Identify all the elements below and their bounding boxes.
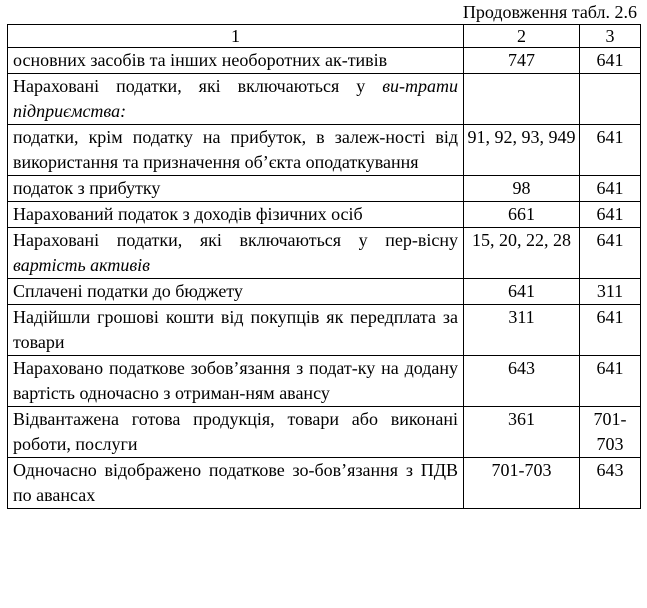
operation-description xyxy=(8,228,464,279)
table-row xyxy=(8,176,641,202)
operation-description xyxy=(8,458,464,509)
debit-account: 661 xyxy=(464,202,580,228)
operation-description xyxy=(8,356,464,407)
debit-account: 15, 20, 22, 28 xyxy=(464,228,580,279)
credit-account: 641 xyxy=(580,305,641,356)
operation-description xyxy=(8,125,464,176)
description-text: Відвантажена готова продукція, товари або виконані роботи, послуги xyxy=(13,409,458,454)
description-text: Сплачені податки до бюджету xyxy=(13,281,243,301)
debit-account: 747 xyxy=(464,48,580,74)
description-text: Надійшли грошові кошти від покупців як передплата за товари xyxy=(13,307,458,352)
description-italic-text: вартість активів xyxy=(13,255,150,275)
description-text: Нараховані податки, які включаються у пер-вісну xyxy=(13,230,458,250)
table-row xyxy=(8,305,641,356)
accounting-table xyxy=(7,24,641,509)
description-text: податки, крім податку на прибуток, в залеж-ності від використання та призначення об’єкта оподаткування xyxy=(13,127,458,172)
debit-account: 701-703 xyxy=(464,458,580,509)
description-italic-text: ви-трати підприємства: xyxy=(13,76,458,121)
description-text: основних засобів та інших необоротних ак-тивів xyxy=(13,50,388,70)
credit-account: 701-703 xyxy=(580,407,641,458)
credit-account: 641 xyxy=(580,48,641,74)
debit-account: 641 xyxy=(464,279,580,305)
table-caption: Продовження табл. 2.6 xyxy=(462,2,637,22)
credit-account: 641 xyxy=(580,176,641,202)
operation-description xyxy=(8,176,464,202)
credit-account: 641 xyxy=(580,202,641,228)
table-row xyxy=(8,279,641,305)
operation-description xyxy=(8,407,464,458)
table-row xyxy=(8,48,641,74)
debit-account: 91, 92, 93, 949 xyxy=(464,125,580,176)
credit-account xyxy=(580,74,641,125)
table-row xyxy=(8,458,641,509)
debit-account: 98 xyxy=(464,176,580,202)
table-row xyxy=(8,407,641,458)
table-row xyxy=(8,356,641,407)
operation-description xyxy=(8,48,464,74)
description-text: Нараховано податкове зобов’язання з подат-ку на додану вартість одночасно з отриман-ням авансу xyxy=(13,358,458,403)
header-col-2: 2 xyxy=(464,25,580,48)
credit-account: 641 xyxy=(580,356,641,407)
description-text: податок з прибутку xyxy=(13,178,161,198)
debit-account xyxy=(464,74,580,125)
table-row xyxy=(8,74,641,125)
credit-account: 311 xyxy=(580,279,641,305)
credit-account: 641 xyxy=(580,125,641,176)
header-col-1: 1 xyxy=(8,25,464,48)
operation-description xyxy=(8,202,464,228)
credit-account: 643 xyxy=(580,458,641,509)
header-col-3: 3 xyxy=(580,25,641,48)
description-text: Одночасно відображено податкове зо-бов’язання з ПДВ по авансах xyxy=(13,460,458,505)
operation-description xyxy=(8,74,464,125)
description-text: Нараховані податки, які включаються у xyxy=(13,76,383,96)
table-row xyxy=(8,125,641,176)
header-row xyxy=(8,25,641,48)
table-body xyxy=(8,48,641,509)
debit-account: 643 xyxy=(464,356,580,407)
operation-description xyxy=(8,305,464,356)
debit-account: 361 xyxy=(464,407,580,458)
table-row xyxy=(8,202,641,228)
credit-account: 641 xyxy=(580,228,641,279)
description-text: Нарахований податок з доходів фізичних осіб xyxy=(13,204,363,224)
debit-account: 311 xyxy=(464,305,580,356)
operation-description xyxy=(8,279,464,305)
table-row xyxy=(8,228,641,279)
